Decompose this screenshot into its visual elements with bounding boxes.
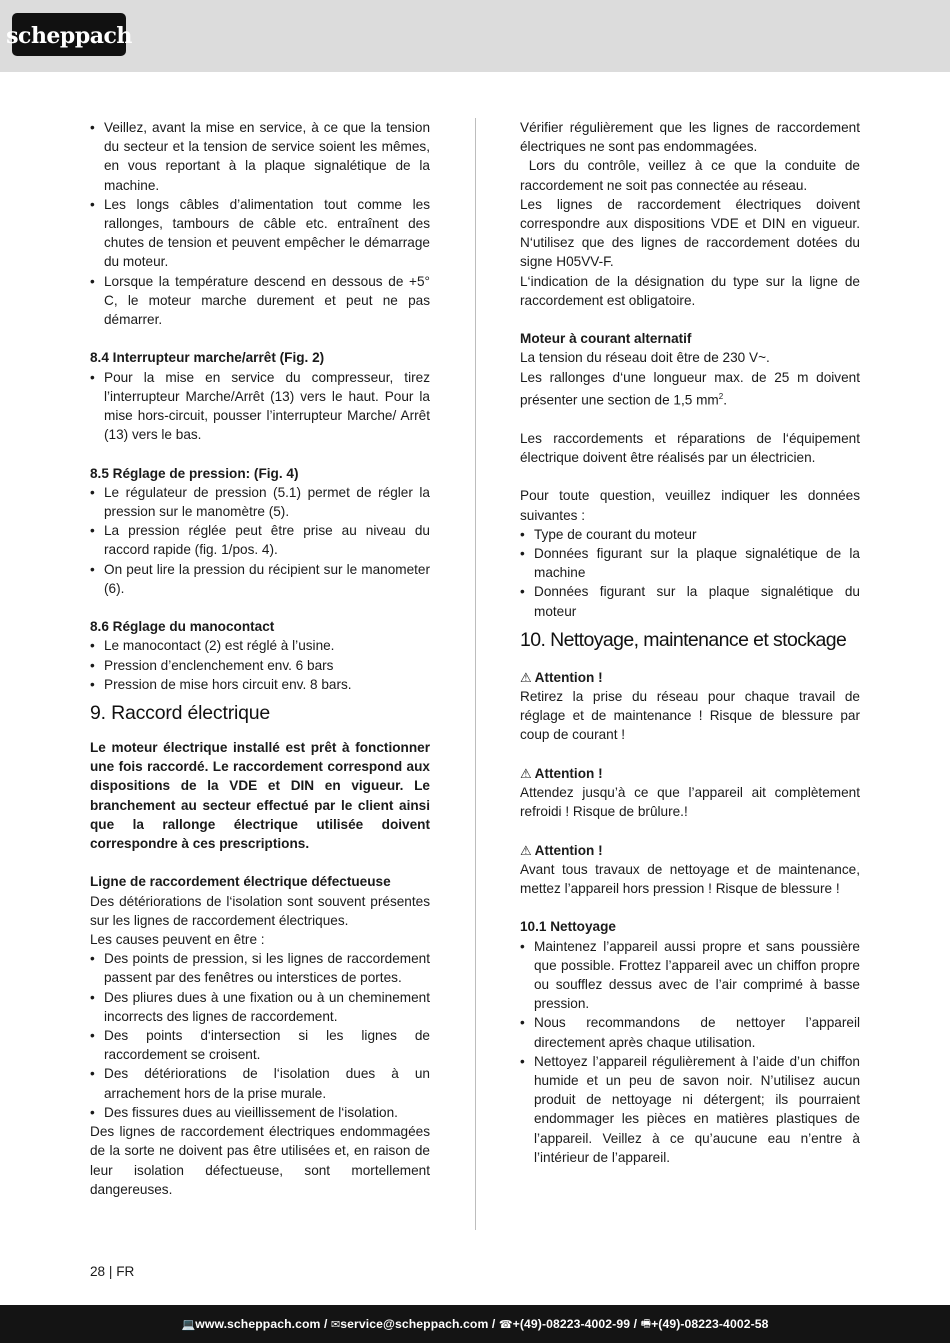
section-8-6-title: 8.6 Réglage du manocontact bbox=[90, 619, 275, 635]
warning-text: Attendez jusqu’à ce que l’appareil ait complètement refroidi ! Risque de brûlure.! bbox=[520, 784, 860, 820]
attention-line bbox=[520, 764, 860, 783]
footer-band bbox=[0, 1305, 950, 1343]
warning-text: Retirez la prise du réseau pour chaque travail de réglage et de maintenance ! Risque de blessure par coup de courant ! bbox=[520, 688, 860, 743]
section-8-5-title: 8.5 Réglage de pression: (Fig. 4) bbox=[90, 465, 299, 481]
section-8-4-title: 8.4 Interrupteur marche/arrêt (Fig. 2) bbox=[90, 350, 325, 366]
header-band bbox=[0, 0, 950, 72]
list-item: • Lorsque la température descend en dessous de +5° C, le moteur marche durement et peut ne pas démarrer. bbox=[90, 272, 430, 330]
left-column bbox=[90, 118, 430, 1199]
paragraph: Vérifier régulièrement que les lignes de raccordement électriques ne sont pas endommagées. bbox=[520, 120, 860, 155]
list-item: • Des pliures dues à une fixation ou à un cheminement incorrects des lignes de raccordement. bbox=[90, 988, 430, 1026]
list-item: • On peut lire la pression du récipient sur le manometer (6). bbox=[90, 560, 430, 598]
list-item: • Nous recommandons de nettoyer l’appareil directement après chaque utilisation. bbox=[520, 1013, 860, 1051]
defect-text: Des détériorations de l‘isolation sont souvent présentes sur les lignes de raccordement électriques. bbox=[90, 893, 430, 928]
ac-line-2 bbox=[520, 368, 860, 410]
warning-icon: ⚠ bbox=[520, 842, 532, 858]
section-10-heading: 10. Nettoyage, maintenance et stockage bbox=[520, 628, 847, 651]
list-item: • Des détériorations de l‘isolation dues à un arrachement hors de la prise murale. bbox=[90, 1064, 430, 1102]
footer-email[interactable]: service@scheppach.com bbox=[340, 1317, 489, 1331]
scheppach-logo bbox=[6, 13, 132, 56]
warning-text: Avant tous travaux de nettoyage et de maintenance, mettez l’appareil hors pression ! Risque de blessure ! bbox=[520, 861, 860, 896]
footer-separator: / bbox=[320, 1317, 331, 1331]
section-9-heading: 9. Raccord électrique bbox=[90, 702, 271, 725]
list-item: • Des points de pression, si les lignes de raccordement passent par des fenêtres ou interstices de portes. bbox=[90, 949, 430, 987]
column-divider bbox=[475, 118, 476, 1230]
section-10-1-list bbox=[520, 937, 860, 1167]
section-8-6-list bbox=[90, 636, 430, 694]
list-item: • Pour la mise en service du compresseur, tirez l’interrupteur Marche/Arrêt (13) vers le haut. Pour la mise hors-circuit, pousser l’interrupteur Marche/ Arrêt (13) vers le bas. bbox=[90, 368, 430, 445]
list-item: • Type de courant du moteur bbox=[520, 525, 860, 544]
causes-list bbox=[90, 949, 430, 1122]
section-8-4-list bbox=[90, 368, 430, 445]
list-item: • Le manocontact (2) est réglé à l’usine. bbox=[90, 636, 430, 655]
ac-motor-title: Moteur à courant alternatif bbox=[520, 331, 692, 347]
question-list bbox=[520, 525, 860, 621]
footer-separator: / bbox=[488, 1317, 499, 1331]
computer-icon: 💻 bbox=[181, 1318, 196, 1331]
defect-title: Ligne de raccordement électrique défectueuse bbox=[90, 874, 391, 890]
mail-icon: ✉ bbox=[330, 1318, 341, 1331]
page-number bbox=[90, 1262, 134, 1281]
attention-line bbox=[520, 668, 860, 687]
ac-line-2-end: . bbox=[723, 392, 727, 408]
attention-label: Attention ! bbox=[534, 765, 603, 781]
footer-phone[interactable]: +(49)-08223-4002-99 bbox=[512, 1317, 631, 1331]
repair-text: Les raccordements et réparations de l‘équipement électrique doivent être réalisés par un électricien. bbox=[520, 430, 860, 465]
footer-separator: / bbox=[630, 1317, 641, 1331]
list-item: • Veillez, avant la mise en service, à ce que la tension du secteur et la tension de service soient les mêmes, en vous reportant à la plaque signalétique de la machine. bbox=[90, 118, 430, 195]
paragraph: Les lignes de raccordement électriques doivent correspondre aux dispositions VDE et DIN en vigueur. N‘utilisez que des lignes de raccordement dotées du signe H05VV-F. bbox=[520, 196, 860, 270]
logo-text: scheppach bbox=[6, 22, 132, 49]
page-number-value: 28 bbox=[90, 1264, 106, 1279]
attention-label: Attention ! bbox=[534, 842, 603, 858]
paragraph: L‘indication de la désignation du type sur la ligne de raccordement est obligatoire. bbox=[520, 273, 860, 308]
list-item: • Des fissures dues au vieillissement de l‘isolation. bbox=[90, 1103, 430, 1122]
list-item: • La pression réglée peut être prise au niveau du raccord rapide (fig. 1/pos. 4). bbox=[90, 521, 430, 559]
footer-fax: +(49)-08223-4002-58 bbox=[651, 1317, 769, 1331]
section-10-1-title: 10.1 Nettoyage bbox=[520, 919, 616, 935]
warning-icon: ⚠ bbox=[520, 765, 532, 781]
list-item: • Les longs câbles d’alimentation tout comme les rallonges, tambours de câble etc. entraînent des chutes de tension et peuvent empêcher le démarrage du moteur. bbox=[90, 195, 430, 272]
superscript: 2 bbox=[718, 391, 724, 401]
right-column bbox=[520, 118, 864, 1167]
paragraph: Lors du contrôle, veillez à ce que la conduite de raccordement ne soit pas connectée au réseau. bbox=[520, 158, 864, 193]
footer-website[interactable]: www.scheppach.com bbox=[195, 1317, 321, 1331]
list-item: • Données figurant sur la plaque signalétique de la machine bbox=[520, 544, 860, 582]
attention-label: Attention ! bbox=[534, 669, 603, 685]
intro-bullet-list bbox=[90, 118, 430, 329]
list-item: • Le régulateur de pression (5.1) permet de régler la pression sur le manomètre (5). bbox=[90, 483, 430, 521]
ac-line-1: La tension du réseau doit être de 230 V~. bbox=[520, 350, 770, 366]
list-item: • Des points d‘intersection si les lignes de raccordement se croisent. bbox=[90, 1026, 430, 1064]
list-item: • Nettoyez l’appareil régulièrement à l’aide d’un chiffon humide et un peu de savon noir. N’utilisez aucun produit de nettoyage ni détergent; ils pourraient endommager les pièces en matières plastiques de l’appareil. Veillez à ce qu’aucune eau n’entre à l’intérieur de l’appareil. bbox=[520, 1052, 860, 1167]
question-text: Pour toute question, veuillez indiquer les données suivantes : bbox=[520, 488, 860, 523]
causes-lead: Les causes peuvent en être : bbox=[90, 932, 265, 948]
section-9-intro: Le moteur électrique installé est prêt à fonctionner une fois raccordé. Le raccordement correspond aux dispositions de la VDE et DIN en vigueur. Le branchement au secteur effectué par le client ainsi que la rallonge électrique utilisée doivent correspondre à ces prescriptions. bbox=[90, 740, 430, 852]
list-item: • Pression de mise hors circuit env. 8 bars. bbox=[90, 675, 430, 694]
fax-icon: 🖷 bbox=[640, 1317, 652, 1330]
phone-icon: ☎ bbox=[498, 1318, 513, 1331]
ac-line-2-text: Les rallonges d‘une longueur max. de 25 m doivent présenter une section de 1,5 mm bbox=[520, 369, 860, 408]
page-separator: | bbox=[108, 1264, 113, 1279]
attention-line bbox=[520, 841, 860, 860]
section-8-5-list bbox=[90, 483, 430, 598]
page-language: FR bbox=[116, 1264, 135, 1279]
list-item: • Données figurant sur la plaque signalétique du moteur bbox=[520, 582, 860, 620]
list-item: • Pression d’enclenchement env. 6 bars bbox=[90, 656, 430, 675]
warning-icon: ⚠ bbox=[520, 669, 532, 685]
list-item: • Maintenez l’appareil aussi propre et sans poussière que possible. Frottez l’appareil avec un chiffon propre ou soufflez dessus avec de l’air comprimé à basse pression. bbox=[520, 937, 860, 1014]
closing-text: Des lignes de raccordement électriques endommagées de la sorte ne doivent pas être utilisées et, en raison de leur isolation défectueuse, sont mortellement dangereuses. bbox=[90, 1124, 430, 1197]
